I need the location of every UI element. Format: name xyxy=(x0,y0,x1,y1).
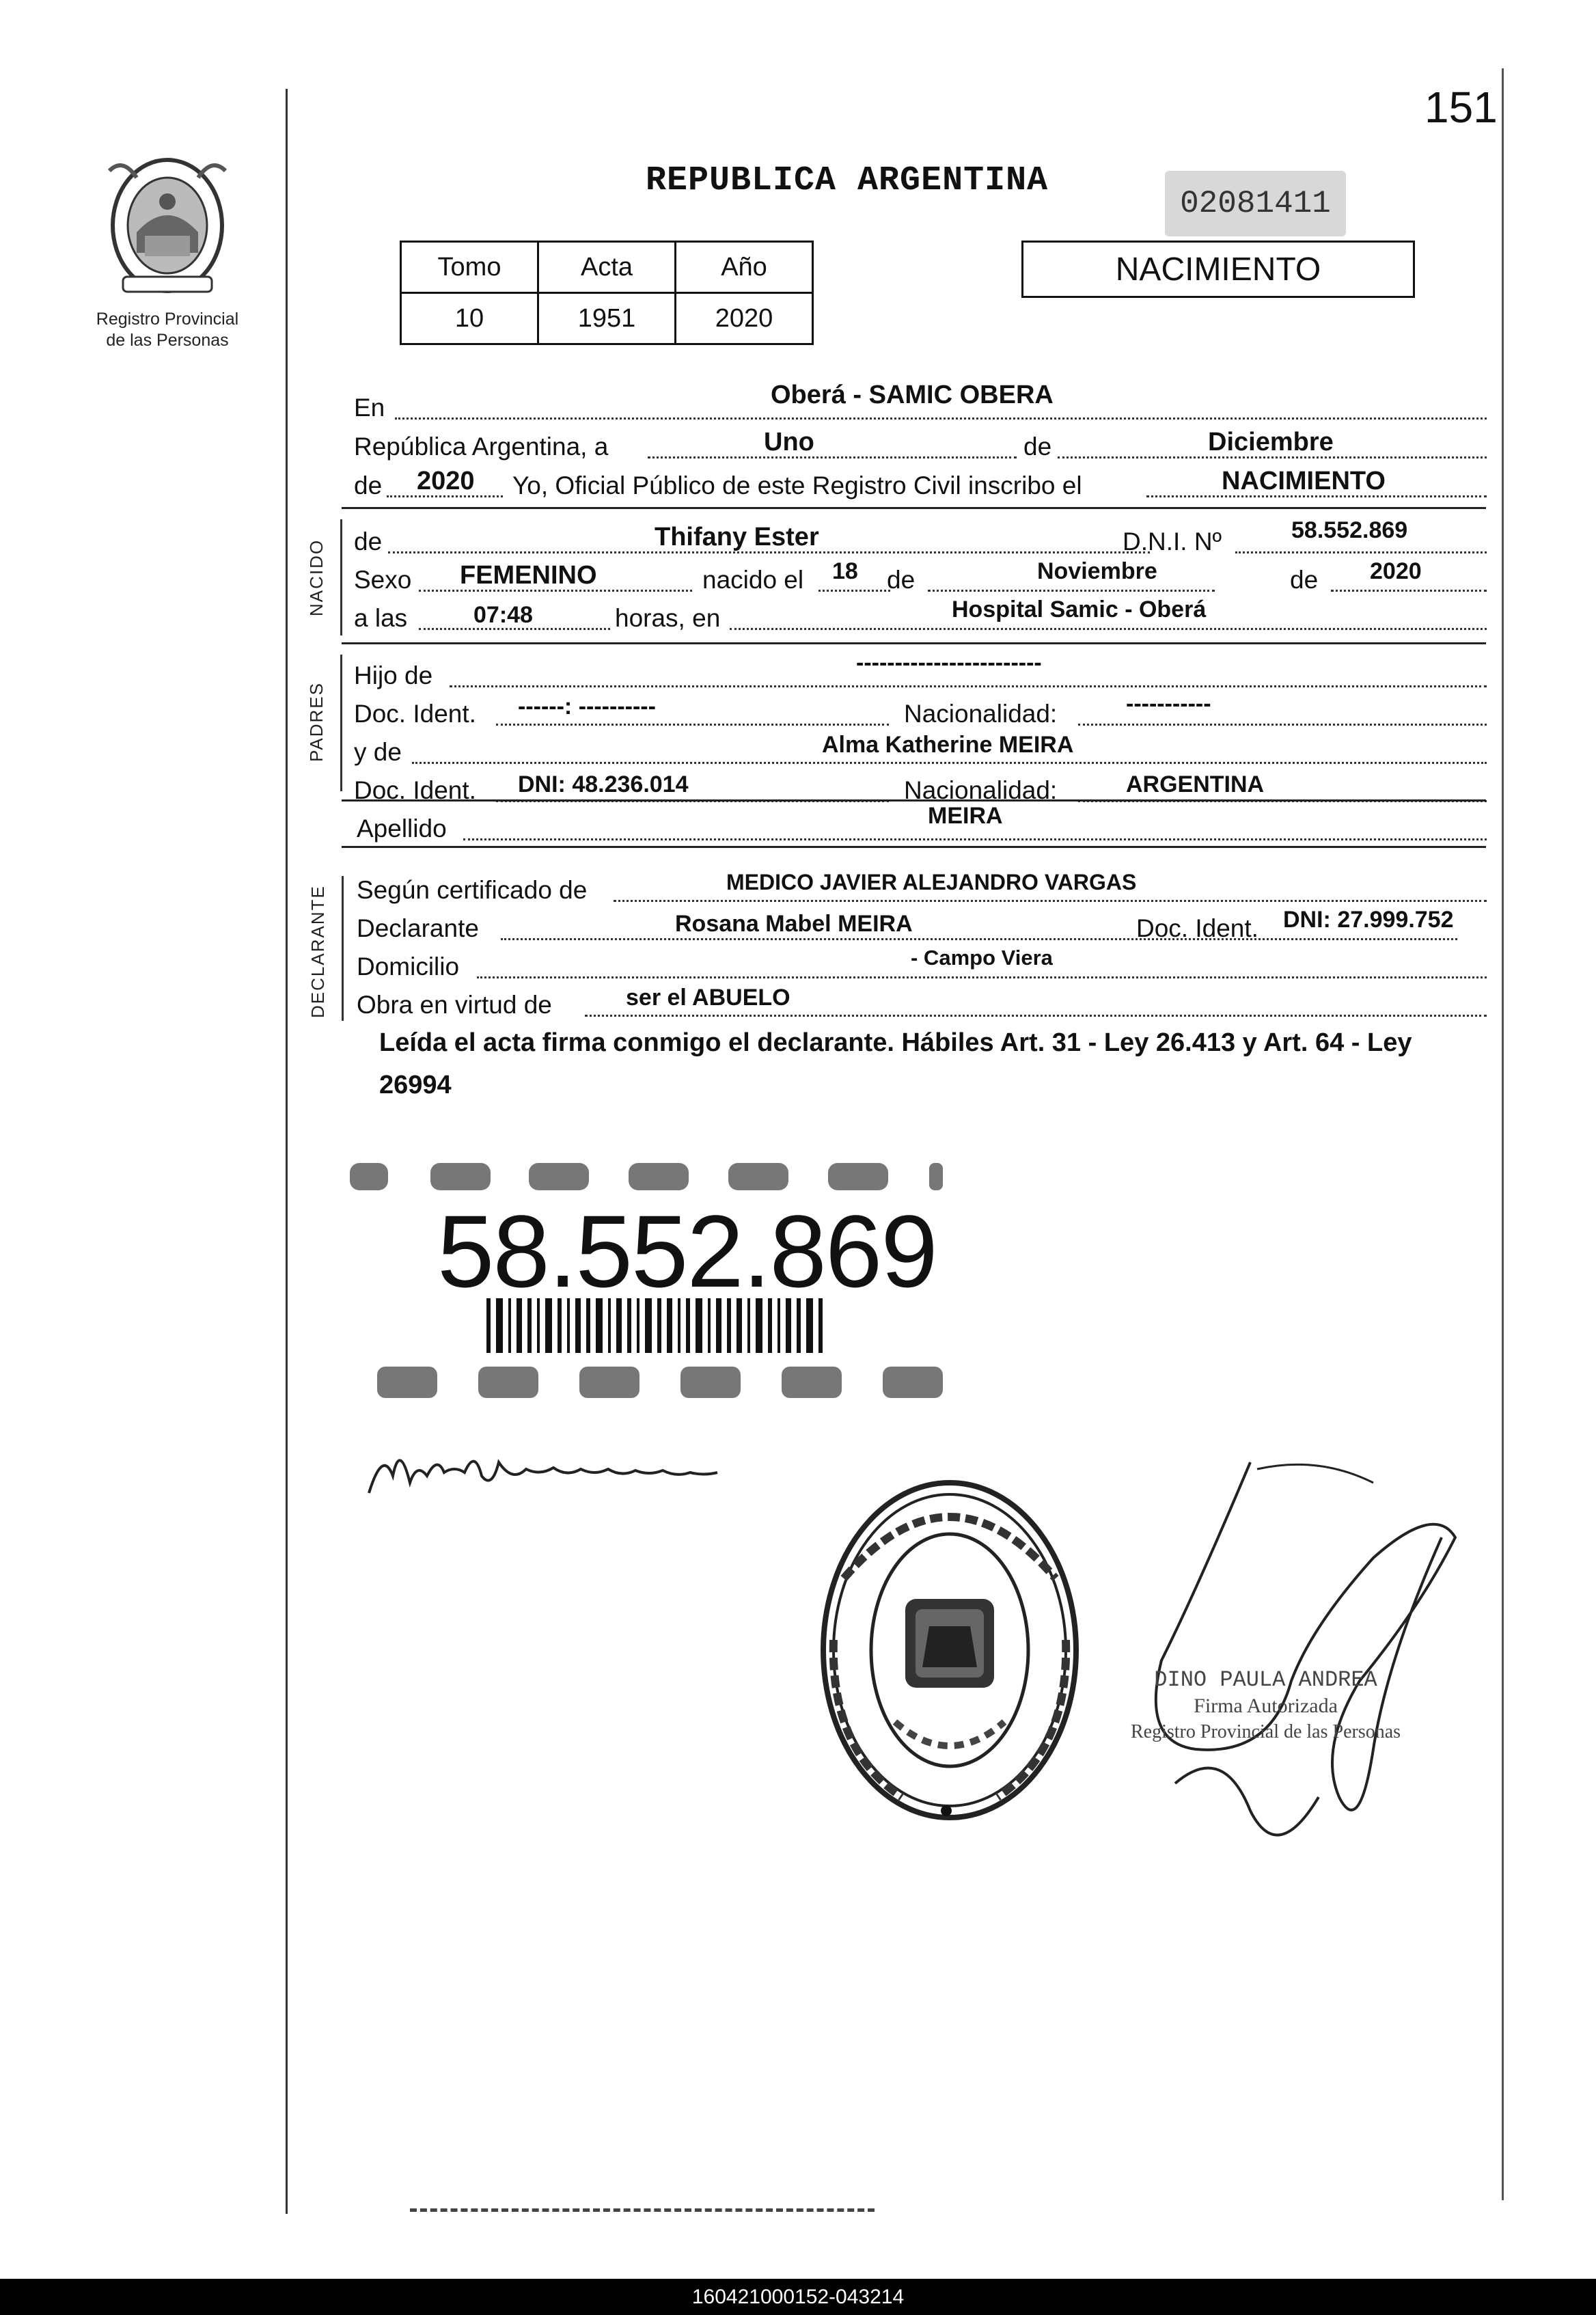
label-yo-oficial: Yo, Oficial Público de este Registro Civil inscribo el xyxy=(512,471,1082,499)
value-nac-anio: 2020 xyxy=(1370,558,1422,584)
value-sexo: FEMENINO xyxy=(460,561,597,590)
value-dia-texto: Uno xyxy=(764,428,814,456)
left-margin-line xyxy=(286,89,288,2214)
dotted-line xyxy=(730,628,1487,630)
dotted-line xyxy=(585,1015,1487,1017)
dotted-line xyxy=(450,685,1487,687)
value-nombre: Thifany Ester xyxy=(655,523,819,551)
section-bracket-declarante xyxy=(342,876,344,1021)
officer-name-stamp xyxy=(1131,1667,1401,1745)
value-mes: Diciembre xyxy=(1208,428,1334,456)
label-segun-cert: Según certificado de xyxy=(357,876,588,904)
value-padre-doc: ------: ---------- xyxy=(518,694,656,720)
row-lugar xyxy=(354,381,1487,426)
row-domicilio xyxy=(354,947,1487,985)
bottom-truncated-text xyxy=(410,2208,875,2212)
dotted-line xyxy=(496,724,889,726)
value-declarante: Rosana Mabel MEIRA xyxy=(675,911,913,937)
table-header-tomo: Tomo xyxy=(401,242,538,293)
label-a-las: a las xyxy=(354,604,408,632)
record-type-box: NACIMIENTO xyxy=(1021,241,1415,298)
value-anio: 2020 xyxy=(417,467,475,495)
page-number: 151 xyxy=(1425,83,1498,132)
row-padre xyxy=(354,650,1487,694)
right-margin-line xyxy=(1502,68,1504,2200)
barcode-dni-number: 58.552.869 xyxy=(437,1194,937,1309)
label-doc-ident: Doc. Ident. xyxy=(354,700,476,728)
label-de: de xyxy=(354,471,383,499)
table-header-acta: Acta xyxy=(538,242,676,293)
dotted-line xyxy=(818,590,890,592)
row-inscripcion xyxy=(354,466,1487,504)
dotted-line xyxy=(1331,590,1487,592)
section-divider xyxy=(342,642,1486,644)
closing-statement: Leída el acta firma conmigo el declarante. Hábiles Art. 31 - Ley 26.413 y Art. 64 - Ley 26994 xyxy=(379,1028,1412,1099)
row-padre-doc xyxy=(354,691,1487,732)
label-doc-ident-declarante: Doc. Ident. xyxy=(1136,914,1258,942)
footer-code: 160421000152-043214 xyxy=(691,2285,905,2308)
row-hora-lugar xyxy=(354,599,1487,637)
row-fecha xyxy=(354,427,1487,465)
label-obra-virtud: Obra en virtud de xyxy=(357,991,552,1019)
value-declarante-doc: DNI: 27.999.752 xyxy=(1283,907,1454,933)
section-divider xyxy=(342,799,1486,802)
section-bracket-nacido xyxy=(340,519,342,635)
label-apellido: Apellido xyxy=(357,814,447,843)
label-doc-ident: Doc. Ident. xyxy=(354,776,476,804)
label-declarante: Declarante xyxy=(357,914,479,942)
label-y-de: y de xyxy=(354,738,402,766)
value-padre-nac: ----------- xyxy=(1126,691,1211,717)
label-sexo: Sexo xyxy=(354,566,412,594)
dotted-line xyxy=(614,900,1487,902)
section-label-padres: PADRES xyxy=(306,682,327,762)
section-divider xyxy=(342,846,1486,848)
row-madre-doc xyxy=(354,771,1487,809)
officer-org: Registro Provincial de las Personas xyxy=(1131,1721,1401,1742)
label-nacionalidad: Nacionalidad: xyxy=(904,776,1058,804)
label-de: de xyxy=(354,528,383,556)
province-coat-of-arms-logo xyxy=(96,150,239,301)
label-de: de xyxy=(1023,433,1052,461)
section-label-declarante: DECLARANTE xyxy=(307,885,328,1018)
row-obra-virtud xyxy=(354,985,1487,1024)
registry-name-line2: de las Personas xyxy=(106,331,229,350)
registry-name-line1: Registro Provincial xyxy=(96,310,239,329)
value-madre-nac: ARGENTINA xyxy=(1126,771,1265,797)
label-nacido-el: nacido el xyxy=(702,566,804,594)
value-nac-mes: Noviembre xyxy=(1037,558,1157,584)
serial-label: 02081411 xyxy=(1165,171,1346,236)
row-nombre xyxy=(354,517,1487,560)
declarant-signature xyxy=(362,1435,745,1513)
table-value-acta: 1951 xyxy=(538,293,676,344)
value-tipo-inscripcion: NACIMIENTO xyxy=(1222,467,1386,495)
row-sexo-fecha-nac xyxy=(354,560,1487,599)
official-round-seal xyxy=(806,1462,1093,1848)
registry-name xyxy=(68,309,266,351)
row-madre xyxy=(354,732,1487,771)
value-certificado: MEDICO JAVIER ALEJANDRO VARGAS xyxy=(726,870,1137,894)
value-madre-doc: DNI: 48.236.014 xyxy=(518,771,689,797)
section-label-nacido: NACIDO xyxy=(306,538,327,616)
label-nacionalidad: Nacionalidad: xyxy=(904,700,1058,728)
label-domicilio: Domicilio xyxy=(357,953,460,981)
document-title: REPUBLICA ARGENTINA xyxy=(646,161,1049,200)
section-divider xyxy=(342,507,1486,509)
value-madre: Alma Katherine MEIRA xyxy=(822,732,1074,758)
value-padre: ------------------------ xyxy=(856,650,1042,676)
dotted-line xyxy=(928,590,1215,592)
value-nac-dia: 18 xyxy=(832,558,858,584)
table-value-anio: 2020 xyxy=(676,293,813,344)
officer-signature xyxy=(1114,1455,1469,1869)
table-value-tomo: 10 xyxy=(401,293,538,344)
dotted-line xyxy=(463,838,1487,840)
value-lugar: Oberá - SAMIC OBERA xyxy=(771,381,1054,409)
dotted-line xyxy=(648,456,1017,458)
value-apellido: MEIRA xyxy=(928,803,1003,829)
section-bracket-padres xyxy=(340,655,342,791)
row-certificado xyxy=(354,871,1487,909)
dotted-line xyxy=(1235,551,1487,553)
value-hora: 07:48 xyxy=(473,602,533,628)
footer-code-bar xyxy=(0,2279,1596,2315)
row-declarante xyxy=(354,909,1487,947)
value-domicilio: - Campo Viera xyxy=(911,946,1053,970)
label-republica: República Argentina, a xyxy=(354,433,609,461)
officer-role: Firma Autorizada xyxy=(1194,1695,1338,1717)
label-hijo-de: Hijo de xyxy=(354,661,433,689)
dotted-line xyxy=(412,762,1487,764)
label-de: de xyxy=(1290,566,1319,594)
label-dni-no: D.N.I. Nº xyxy=(1123,528,1222,556)
value-obra: ser el ABUELO xyxy=(626,985,790,1011)
dotted-line xyxy=(501,938,1457,940)
tomo-acta-anio-table xyxy=(400,241,814,345)
table-header-anio: Año xyxy=(676,242,813,293)
dotted-line xyxy=(477,976,1487,978)
dotted-line xyxy=(395,417,1487,420)
label-horas-en: horas, en xyxy=(615,604,721,632)
label-de: de xyxy=(887,566,916,594)
label-en: En xyxy=(354,394,385,422)
value-dni: 58.552.869 xyxy=(1291,517,1408,543)
officer-name: DINO PAULA ANDREA xyxy=(1154,1667,1377,1693)
row-apellido xyxy=(354,803,1487,847)
value-lugar-nac: Hospital Samic - Oberá xyxy=(952,597,1207,622)
dotted-line xyxy=(1078,724,1487,726)
